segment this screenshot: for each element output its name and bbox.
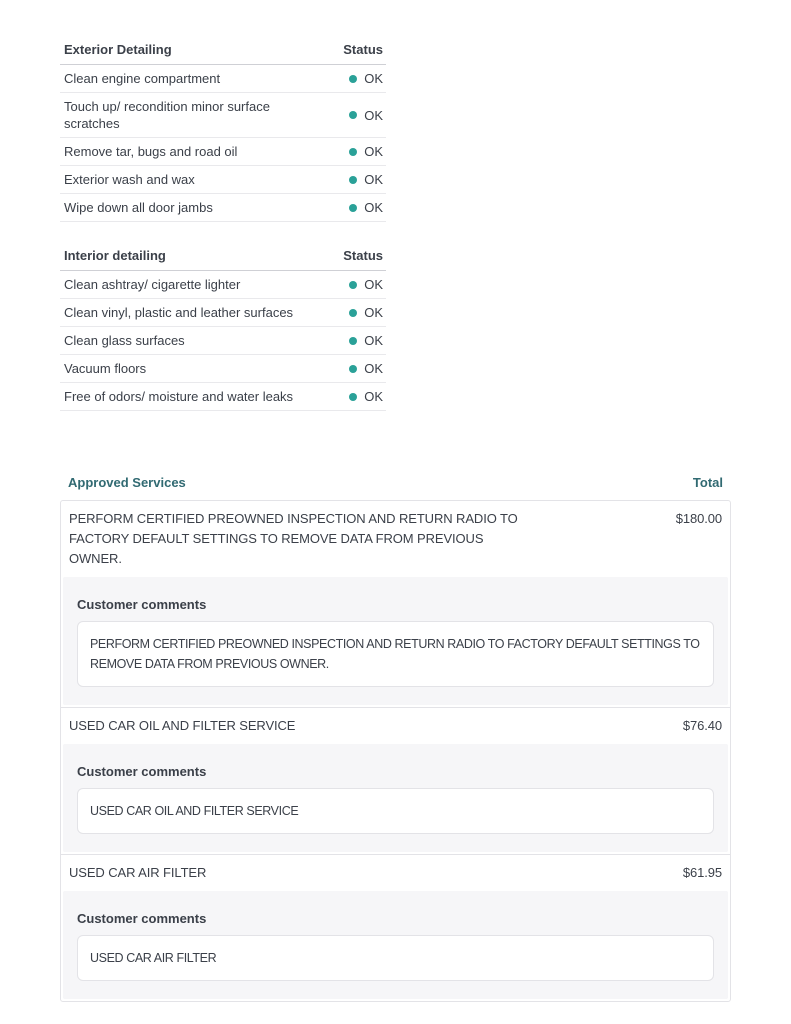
- checklist-row: [60, 383, 386, 411]
- status-badge: [349, 304, 383, 321]
- ok-status-dot-icon: [349, 365, 357, 373]
- approved-services-header-row: [60, 475, 731, 500]
- service-name: PERFORM CERTIFIED PREOWNED INSPECTION AND RETURN RADIO TO FACTORY DEFAULT SETTINGS TO REMOVE DATA FROM PREVIOUS OWNER.: [69, 511, 518, 566]
- status-badge: [349, 143, 383, 160]
- checklist-item-label: Wipe down all door jambs: [64, 200, 213, 215]
- service-name: USED CAR AIR FILTER: [69, 865, 207, 880]
- status-text: OK: [364, 305, 383, 320]
- checklist-item-label: Clean engine compartment: [64, 71, 221, 86]
- status-text: OK: [364, 361, 383, 376]
- status-text: OK: [364, 200, 383, 215]
- checklist-row: [60, 93, 386, 138]
- customer-comments-panel: [63, 891, 728, 999]
- ok-status-dot-icon: [349, 204, 357, 212]
- service-total: $61.95: [682, 865, 722, 880]
- checklist-row: [60, 299, 386, 327]
- checklist-item-label: Vacuum floors: [64, 361, 147, 376]
- service-row: [61, 708, 730, 744]
- status-badge: [349, 70, 383, 87]
- status-text: OK: [364, 144, 383, 159]
- customer-comments-label: Customer comments: [77, 597, 207, 612]
- ok-status-dot-icon: [349, 337, 357, 345]
- customer-comments-label: Customer comments: [77, 764, 207, 779]
- approved-services-title: Approved Services: [68, 475, 186, 490]
- service-item: [61, 708, 730, 855]
- checklist-row: [60, 138, 386, 166]
- checklist-row: [60, 166, 386, 194]
- customer-comment-input[interactable]: USED CAR OIL AND FILTER SERVICE: [77, 788, 714, 834]
- customer-comment-input[interactable]: USED CAR AIR FILTER: [77, 935, 714, 981]
- exterior-detailing-table: [60, 38, 386, 222]
- service-total: $180.00: [675, 511, 722, 526]
- status-badge: [349, 360, 383, 377]
- detailing-checklists: [60, 0, 386, 411]
- checklist-row: [60, 65, 386, 93]
- status-text: OK: [364, 277, 383, 292]
- status-column-header: Status: [343, 42, 383, 57]
- checklist-header-row: [60, 38, 386, 65]
- ok-status-dot-icon: [349, 281, 357, 289]
- checklist-item-label: Touch up/ recondition minor surface scratches: [64, 99, 270, 131]
- customer-comments-label: Customer comments: [77, 911, 207, 926]
- service-item: [61, 855, 730, 999]
- status-badge: [349, 276, 383, 293]
- status-badge: [349, 171, 383, 188]
- status-text: OK: [364, 172, 383, 187]
- status-text: OK: [364, 71, 383, 86]
- status-column-header: Status: [343, 248, 383, 263]
- checklist-header-row: [60, 244, 386, 271]
- checklist-title: Interior detailing: [64, 248, 166, 263]
- status-badge: [349, 388, 383, 405]
- checklist-title: Exterior Detailing: [64, 42, 172, 57]
- ok-status-dot-icon: [349, 148, 357, 156]
- ok-status-dot-icon: [349, 75, 357, 83]
- checklist-row: [60, 355, 386, 383]
- ok-status-dot-icon: [349, 393, 357, 401]
- service-row: [61, 855, 730, 891]
- service-name: USED CAR OIL AND FILTER SERVICE: [69, 718, 296, 733]
- status-badge: [349, 199, 383, 216]
- customer-comments-panel: [63, 577, 728, 705]
- checklist-item-label: Free of odors/ moisture and water leaks: [64, 389, 294, 404]
- status-text: OK: [364, 107, 383, 123]
- customer-comments-panel: [63, 744, 728, 852]
- checklist-row: [60, 327, 386, 355]
- customer-comment-input[interactable]: PERFORM CERTIFIED PREOWNED INSPECTION AND RETURN RADIO TO FACTORY DEFAULT SETTINGS TO REMOVE DATA FROM PREVIOUS OWNER.: [77, 621, 714, 687]
- total-column-header: Total: [692, 475, 723, 490]
- checklist-item-label: Exterior wash and wax: [64, 172, 195, 187]
- checklist-item-label: Clean ashtray/ cigarette lighter: [64, 277, 241, 292]
- service-row: [61, 501, 730, 577]
- service-total: $76.40: [682, 718, 722, 733]
- checklist-row: [60, 194, 386, 222]
- checklist-item-label: Remove tar, bugs and road oil: [64, 144, 238, 159]
- checklist-item-label: Clean vinyl, plastic and leather surfaces: [64, 305, 294, 320]
- ok-status-dot-icon: [349, 309, 357, 317]
- status-badge: [349, 107, 383, 124]
- status-text: OK: [364, 333, 383, 348]
- approved-services-section: [60, 475, 731, 1002]
- checklist-row: [60, 271, 386, 299]
- approved-services-list: [60, 500, 731, 1002]
- ok-status-dot-icon: [349, 176, 357, 184]
- status-text: OK: [364, 389, 383, 404]
- ok-status-dot-icon: [349, 111, 357, 119]
- checklist-item-label: Clean glass surfaces: [64, 333, 185, 348]
- service-item: [61, 501, 730, 708]
- status-badge: [349, 332, 383, 349]
- interior-detailing-table: [60, 244, 386, 411]
